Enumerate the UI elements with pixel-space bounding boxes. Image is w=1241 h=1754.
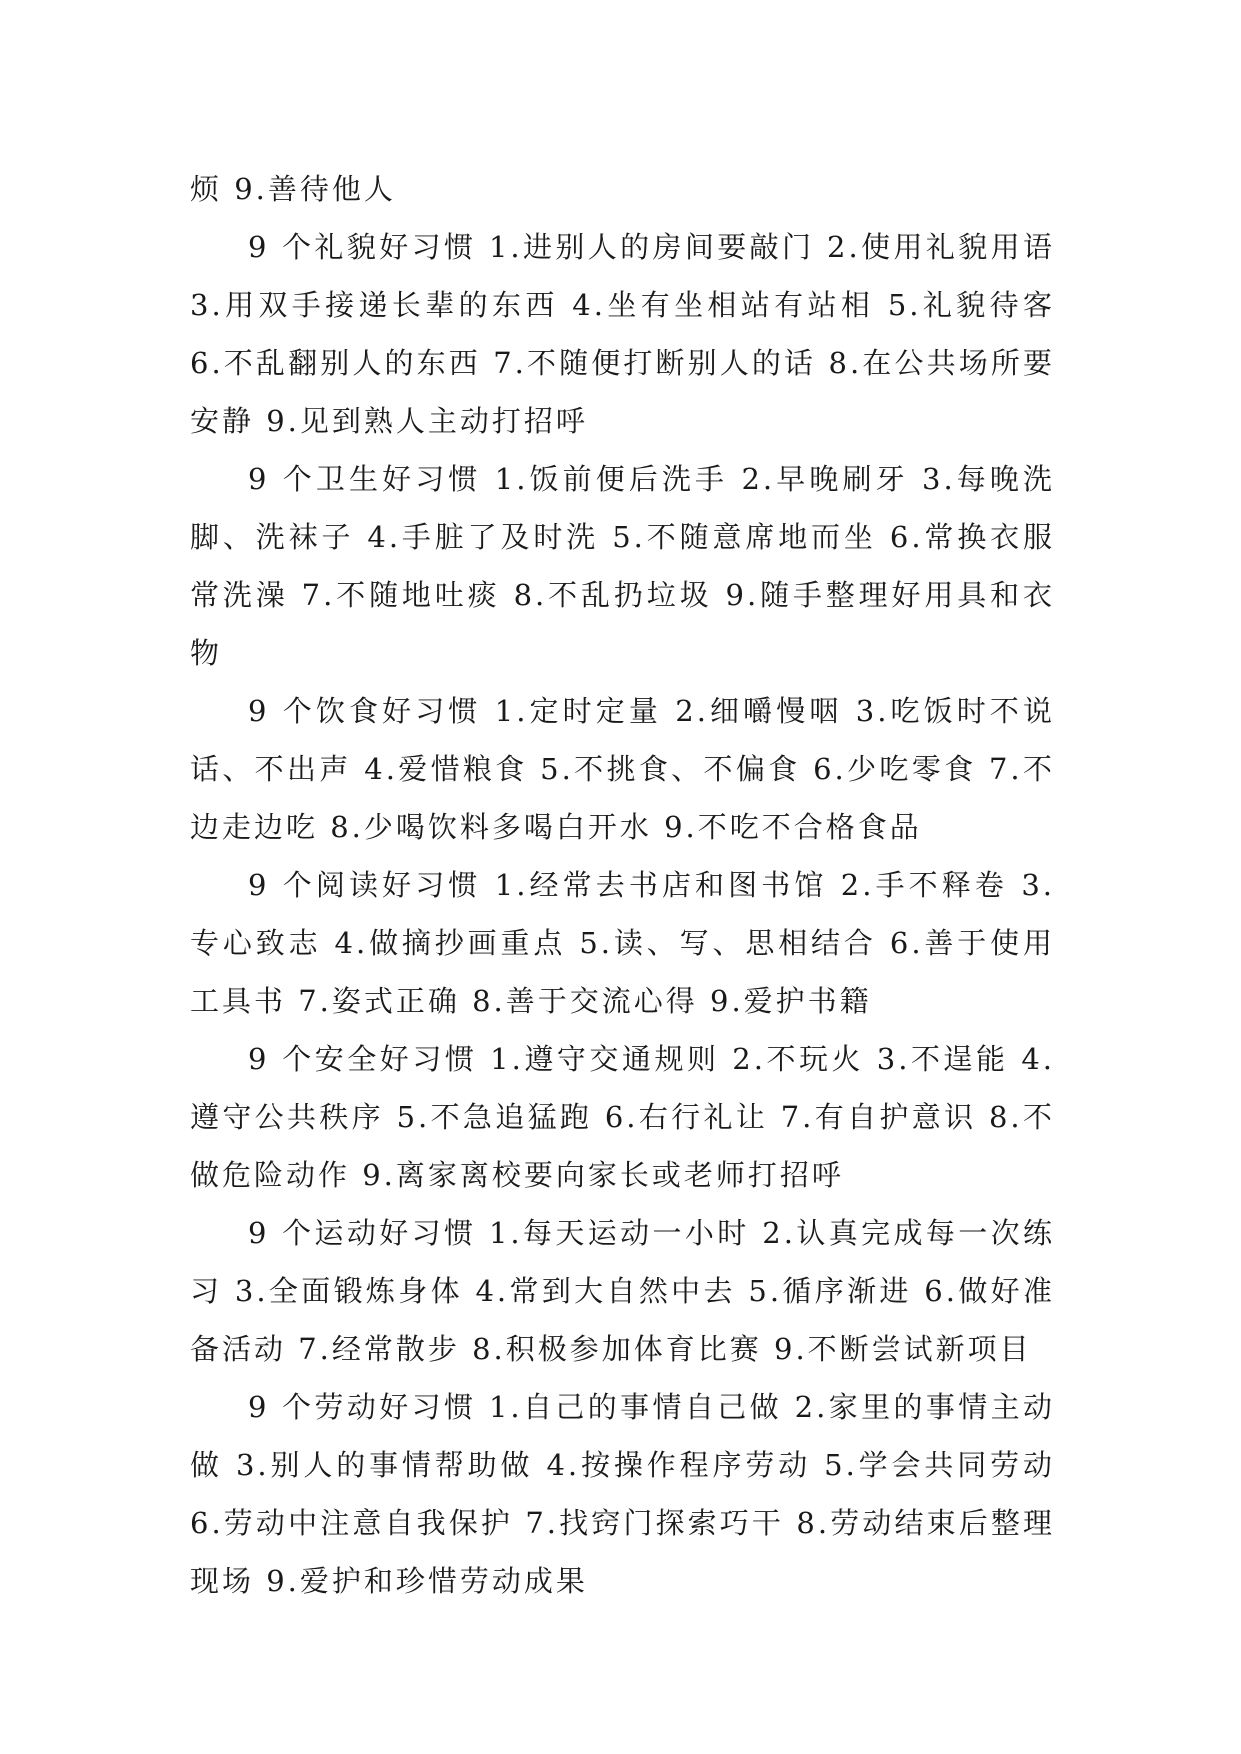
paragraph-courtesy-habits: 9 个礼貌好习惯 1.进别人的房间要敲门 2.使用礼貌用语 3.用双手接递长辈的东西 4.坐有坐相站有站相 5.礼貌待客 6.不乱翻别人的东西 7.不随便打断别人的话 8.在公共场所要安静 9.见到熟人主动打招呼 <box>190 230 1055 438</box>
paragraph-diet-habits: 9 个饮食好习惯 1.定时定量 2.细嚼慢咽 3.吃饭时不说话、不出声 4.爱惜粮食 5.不挑食、不偏食 6.少吃零食 7.不边走边吃 8.少喝饮料多喝白开水 9.不吃不合格食品 <box>190 694 1055 844</box>
paragraph-hygiene-habits: 9 个卫生好习惯 1.饭前便后洗手 2.早晚刷牙 3.每晚洗脚、洗袜子 4.手脏了及时洗 5.不随意席地而坐 6.常换衣服常洗澡 7.不随地吐痰 8.不乱扔垃圾 9.随手整理好用具和衣物 <box>190 462 1055 670</box>
paragraph-labor-habits: 9 个劳动好习惯 1.自己的事情自己做 2.家里的事情主动做 3.别人的事情帮助做 4.按操作程序劳动 5.学会共同劳动 6.劳动中注意自我保护 7.找窍门探索巧干 8.劳动结束后整理现场 9.爱护和珍惜劳动成果 <box>190 1390 1055 1598</box>
paragraph-reading-habits: 9 个阅读好习惯 1.经常去书店和图书馆 2.手不释卷 3.专心致志 4.做摘抄画重点 5.读、写、思相结合 6.善于使用工具书 7.姿式正确 8.善于交流心得 9.爱护书籍 <box>190 868 1055 1018</box>
paragraph-continuation: 烦 9.善待他人 <box>190 172 396 206</box>
paragraph-exercise-habits: 9 个运动好习惯 1.每天运动一小时 2.认真完成每一次练习 3.全面锻炼身体 4.常到大自然中去 5.循序渐进 6.做好准备活动 7.经常散步 8.积极参加体育比赛 9.不断尝试新项目 <box>190 1216 1055 1366</box>
paragraph-safety-habits: 9 个安全好习惯 1.遵守交通规则 2.不玩火 3.不逞能 4.遵守公共秩序 5.不急追猛跑 6.右行礼让 7.有自护意识 8.不做危险动作 9.离家离校要向家长或老师打招呼 <box>190 1042 1055 1192</box>
document-body <box>190 160 1055 1610</box>
